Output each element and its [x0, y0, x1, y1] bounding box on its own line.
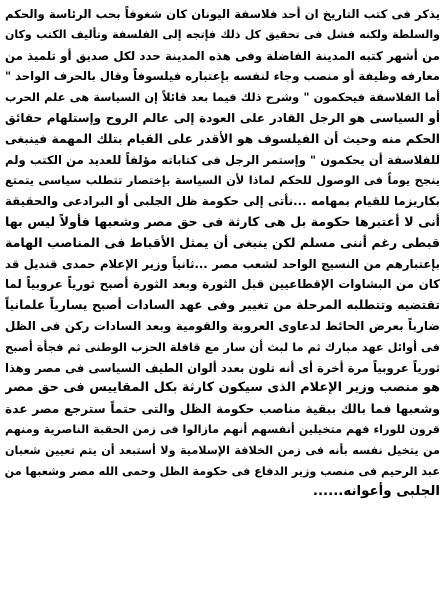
article-line: هو منصب وزير الإعلام الذى سيكون كارثة بكل المقاييس فى حق مصر [5, 380, 440, 396]
article-line: أنى لا أعتبرها حكومة بل هى كارثة فى حق مصر وشعبها فأولاً ليس بها [5, 213, 440, 229]
article-line: تقتضيه وتتطلبه المرحلة من تغيير وفى عهد السادات أصبح يسارياً علمانياً [5, 298, 440, 313]
article-line: والسلطة ولكنه فشل فى تحقيق كل ذلك فإتجه إلى الفلسفة وتأليف الكتب وكان [5, 27, 440, 41]
article-line: معارفه وظيفة أو منصب وجاء لنفسه بإعتباره فيلسوفاً وقال بالحرف الواحد " [5, 69, 440, 84]
article-body [5, 4, 440, 503]
article-line: من أشهر كتبه المدينة الفاضلة وفى هذه المدينة حدد لكل صديق أو تلميذ من [5, 48, 440, 63]
article-line: بكاريزما للقيام بمهامه ...نأتى إلى حكومة ظل الجلبى أو البرادعى والحقيقة [5, 194, 440, 209]
article-line: ضارباً بعرض الحائط لدعاوى العروبة والقومية وبعد السادات ركن فى الظل [5, 318, 440, 333]
article-line: الحكم منه وحيث أن الفيلسوف هو الأقدر على القيام بتلك المهمة فينبغى [5, 131, 440, 146]
article-line: وشعبها فما بالك ببقية مناصب حكومة الظل والتى حتماً سترجع مصر عدة [5, 402, 440, 417]
article-line: من يتخيل نفسه بأنه فى زمن الخلافة الإسلامية ولا أستبعد أن يتم تعيين شعبان [5, 443, 440, 457]
article-line: أما الفلاسفة فيحكمون " وشرح ذلك فيما بعد قائلاً إن السياسة هى علم الحرب [5, 90, 440, 105]
article-line: عبد الرحيم فى منصب وزير الدفاع فى حكومة الظل وحمى الله مصر وشعبها من [5, 464, 440, 478]
article-line: يذكر فى كتب التاريخ ان أحد فلاسفة اليونان كان شغوفاً بحب الرئاسة والحكم [5, 7, 440, 21]
article-line: قرون للوراء فهم متخيلين أنفسهم أنهم مازالوا فى زمن الحقبة الناصرية ومنهم [5, 422, 440, 436]
article-line: ينجح يوماً فى الوصول للحكم لماذا لأن السياسة بإختصار تتطلب سياسى يتمتع [5, 173, 440, 188]
article-line: للفلاسفة أن يحكمون " وإستمر الرجل فى كتاباته مؤلفاً للعديد من الكتب ولم [5, 152, 440, 167]
article-line: كان من البشاوات الإقطاعيين قبل الثورة وبعد الثورة أصبح ثورياً عروبياً لما [5, 277, 440, 292]
article-line: ثورياً عروبياً مرة أخرة أى أنه تلون بعدد ألوان الطيف السياسى فى مصر وهذا [5, 360, 440, 375]
article-line: أو السياسى هو الرجل القادر على العودة إلى عالم الروح وإستلهام حقائق [5, 110, 440, 125]
article-line: قبطى رغم أننى مسلم لكن ينبغى أن يمثل الأقباط فى المناصب الهامة [5, 234, 440, 250]
article-line: بإعتبارهم من النسيج الواحد لشعب مصر ...ثانياً وزير الإعلام حمدى قنديل قد [5, 256, 440, 271]
article-line: الجلبى وأعوانه...... [312, 484, 440, 500]
article-line: فى أوائل عهد مبارك ثم ما لبث أن سار مع قافلة الحزب الوطنى ثم فجأة أصبح [5, 339, 440, 354]
